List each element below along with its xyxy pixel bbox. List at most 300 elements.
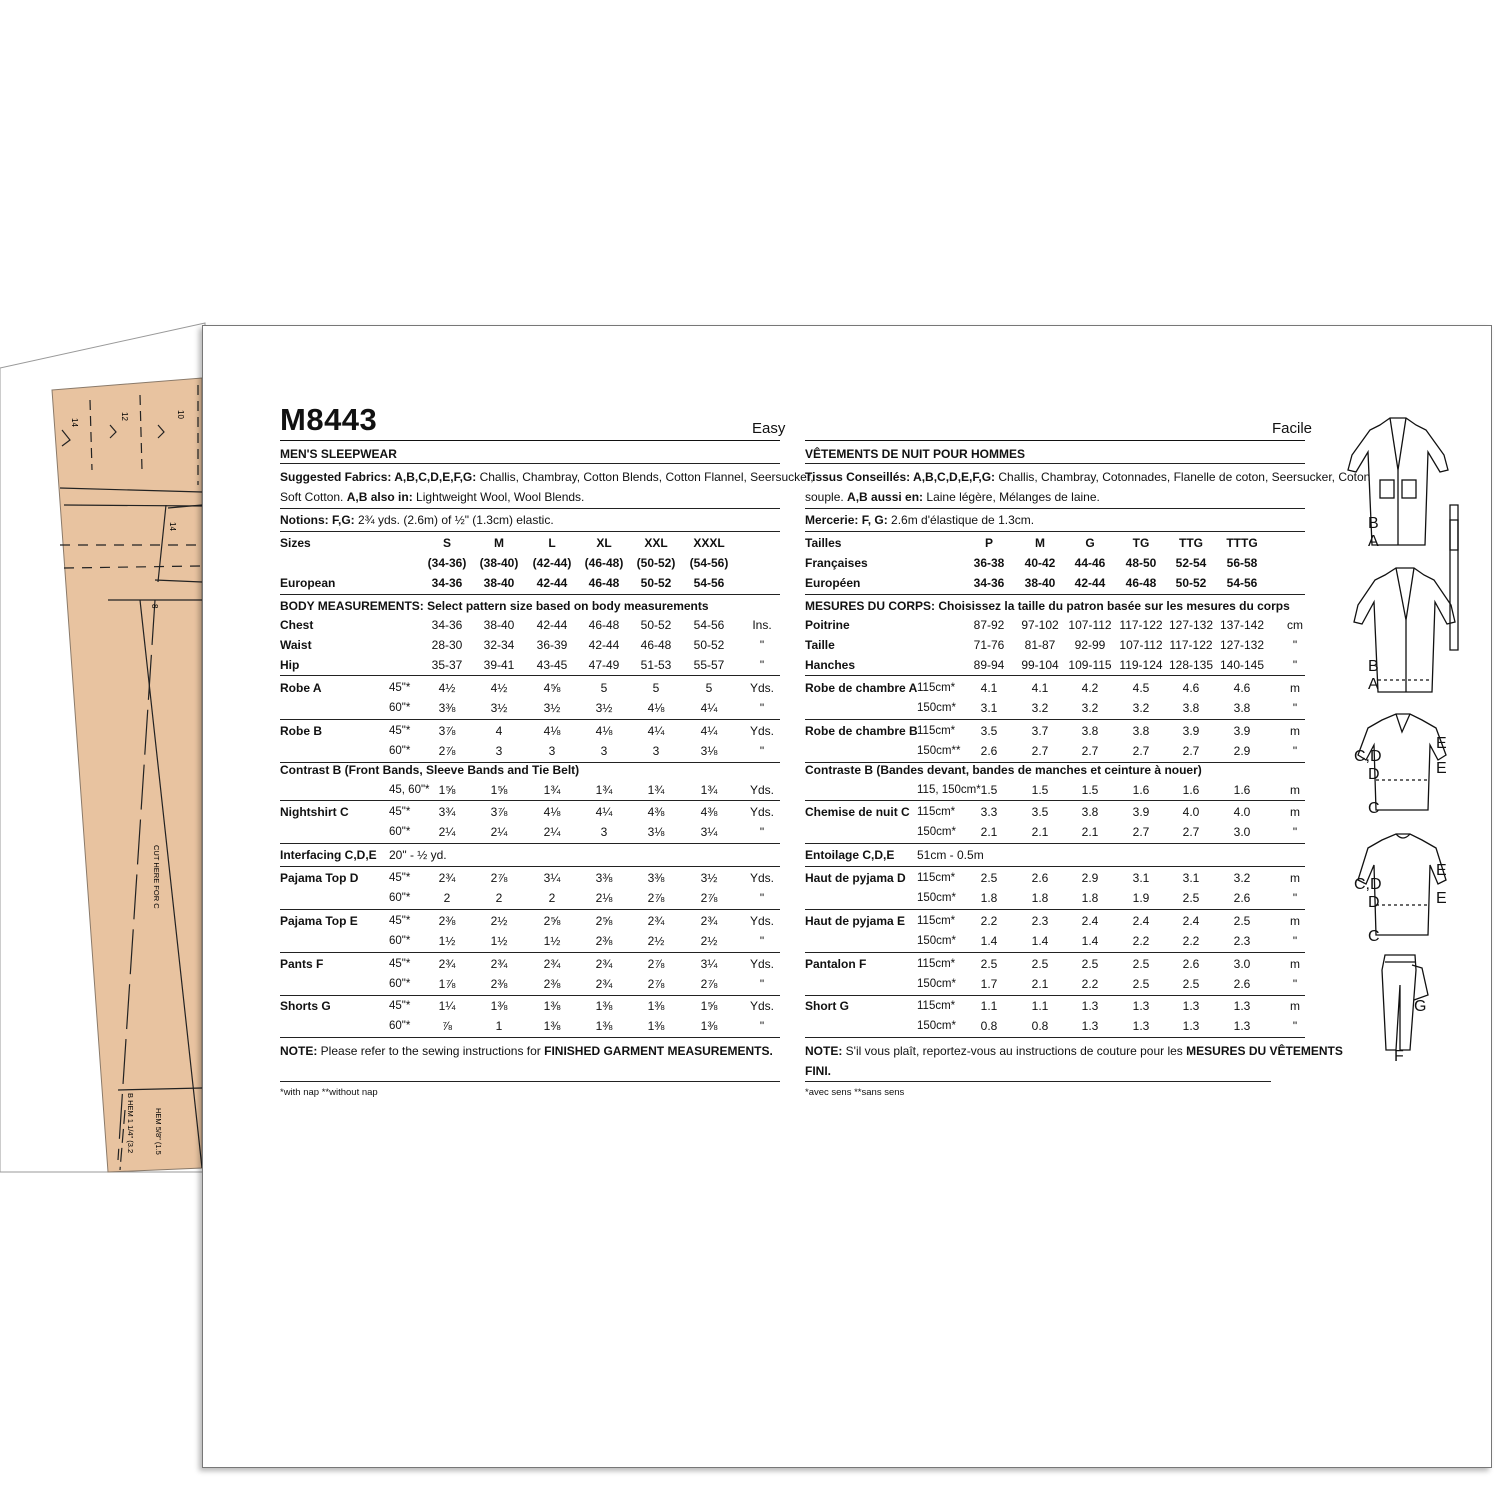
yardage-value: 1.3 bbox=[1081, 999, 1099, 1013]
sketch-label: D bbox=[1368, 894, 1380, 911]
yardage-value: 2⅜ bbox=[595, 934, 613, 948]
european-size: 54-56 bbox=[693, 576, 725, 590]
yardage-garment-label: Short G bbox=[805, 999, 849, 1013]
yardage-value: 4.6 bbox=[1182, 681, 1200, 695]
yardage-value: 2⅜ bbox=[490, 977, 508, 991]
tissue-b-hem-label: B HEM 1 1/4" (3.2 bbox=[126, 1093, 135, 1154]
unit-label: " bbox=[759, 658, 765, 672]
yardage-value: 2.2 bbox=[1132, 934, 1150, 948]
yardage-value: 1.4 bbox=[1081, 934, 1099, 948]
yardage-value: 3 bbox=[600, 744, 608, 758]
fabric-width: 150cm* bbox=[917, 826, 956, 838]
yardage-value: 1.8 bbox=[1081, 891, 1099, 905]
divider bbox=[805, 1037, 1305, 1038]
yardage-value: 1¾ bbox=[647, 783, 665, 797]
yardage-value: 1.1 bbox=[980, 999, 998, 1013]
sketch-label: E bbox=[1436, 735, 1447, 752]
body-measurement-value: 97-102 bbox=[1021, 618, 1059, 632]
yardage-value: 2⅞ bbox=[490, 871, 508, 885]
yardage-value: 4.6 bbox=[1233, 681, 1251, 695]
yardage-value: 3.8 bbox=[1182, 701, 1200, 715]
european-size: 42-44 bbox=[1074, 576, 1106, 590]
body-measurement-value: 51-53 bbox=[640, 658, 672, 672]
yardage-value: 2.5 bbox=[1132, 977, 1150, 991]
yardage-garment-label: Pantalon F bbox=[805, 957, 867, 971]
yardage-value: 2.4 bbox=[1182, 914, 1200, 928]
divider bbox=[280, 1081, 780, 1082]
yardage-value: 2¾ bbox=[647, 914, 665, 928]
body-measurement-value: 92-99 bbox=[1074, 638, 1106, 652]
unit-label: m bbox=[1290, 999, 1300, 1013]
yardage-value: 2.6 bbox=[1233, 977, 1251, 991]
divider bbox=[805, 508, 1305, 509]
fabrics-en-line2: Soft Cotton. A,B also in: Lightweight Wool, Wool Blends. bbox=[280, 490, 585, 504]
unit-label: " bbox=[1292, 977, 1298, 991]
yardage-value: 4¼ bbox=[700, 701, 718, 715]
yardage-value: 1⅞ bbox=[438, 977, 456, 991]
fabric-width: 45"* bbox=[389, 682, 411, 694]
body-measurement-value: 36-39 bbox=[536, 638, 568, 652]
yardage-value: 1.4 bbox=[980, 934, 998, 948]
yardage-value: 1¾ bbox=[595, 783, 613, 797]
body-measurement-value: 140-145 bbox=[1219, 658, 1265, 672]
yardage-value: 3⅞ bbox=[438, 724, 456, 738]
yardage-value: 3⅜ bbox=[647, 871, 665, 885]
yardage-value: 3.9 bbox=[1182, 724, 1200, 738]
body-measurement-label: Chest bbox=[280, 618, 314, 632]
body-measurement-value: 55-57 bbox=[693, 658, 725, 672]
yardage-value: 3⅜ bbox=[595, 871, 613, 885]
yardage-value: 2.6 bbox=[1031, 871, 1049, 885]
yardage-value: 2.7 bbox=[1132, 825, 1150, 839]
yardage-value: 2.1 bbox=[1031, 977, 1049, 991]
unit-label: " bbox=[759, 638, 765, 652]
yardage-value: 3⅛ bbox=[647, 825, 665, 839]
yardage-value: 2.5 bbox=[1233, 914, 1251, 928]
yardage-value: 1.3 bbox=[1132, 1019, 1150, 1033]
yardage-value: 3.5 bbox=[980, 724, 998, 738]
yardage-value: 1¼ bbox=[438, 999, 456, 1013]
sizes-label-fr-2: Françaises bbox=[805, 556, 868, 570]
european-size: 50-52 bbox=[640, 576, 672, 590]
fabric-width: 60"* bbox=[389, 935, 411, 947]
unit-label: m bbox=[1290, 914, 1300, 928]
unit-label: " bbox=[759, 701, 765, 715]
body-measurement-label: Waist bbox=[280, 638, 312, 652]
size-range: (42-44) bbox=[532, 556, 572, 570]
sketch-label: G bbox=[1414, 998, 1427, 1015]
yardage-value: 4.1 bbox=[980, 681, 998, 695]
yardage-garment-label: Pants F bbox=[280, 957, 324, 971]
body-measurement-value: 28-30 bbox=[431, 638, 463, 652]
fabrics-fr-line2: souple. A,B aussi en: Laine légère, Mélanges de laine. bbox=[805, 490, 1100, 504]
yardage-value: 1.4 bbox=[1031, 934, 1049, 948]
yardage-value: 1½ bbox=[543, 934, 561, 948]
body-measurement-value: 39-41 bbox=[483, 658, 515, 672]
sketch-label: E bbox=[1436, 890, 1447, 907]
yardage-value: 2.7 bbox=[1081, 744, 1099, 758]
body-measurement-value: 34-36 bbox=[431, 618, 463, 632]
unit-label: " bbox=[759, 744, 765, 758]
body-measurement-value: 119-124 bbox=[1119, 658, 1163, 672]
yardage-value: 1.1 bbox=[1031, 999, 1049, 1013]
body-measurement-label: Taille bbox=[805, 638, 835, 652]
fabric-width: 45"* bbox=[389, 1000, 411, 1012]
yardage-value: 4.0 bbox=[1233, 805, 1251, 819]
yardage-value: 4¼ bbox=[647, 724, 665, 738]
body-measurement-value: 81-87 bbox=[1024, 638, 1056, 652]
yardage-value: 2.2 bbox=[1182, 934, 1200, 948]
yardage-value: 3¾ bbox=[438, 805, 456, 819]
divider bbox=[280, 1037, 780, 1038]
yardage-value: 2.4 bbox=[1081, 914, 1099, 928]
yardage-value: 2.1 bbox=[980, 825, 998, 839]
divider bbox=[805, 594, 1305, 595]
yardage-value: 3.9 bbox=[1132, 805, 1150, 819]
size-range: 56-58 bbox=[1226, 556, 1258, 570]
fabric-width: 150cm** bbox=[917, 745, 961, 757]
unit-label: " bbox=[1292, 658, 1298, 672]
body-measurement-value: 47-49 bbox=[588, 658, 620, 672]
divider bbox=[280, 508, 780, 509]
sketch-label: F bbox=[1394, 1048, 1404, 1065]
yardage-value: 3⅜ bbox=[438, 701, 456, 715]
unit-label: Yds. bbox=[749, 783, 774, 797]
yardage-value: 3.5 bbox=[1031, 805, 1049, 819]
body-measurement-value: 127-132 bbox=[1168, 618, 1214, 632]
yardage-value: 3.2 bbox=[1081, 701, 1099, 715]
yardage-value: 2.5 bbox=[1182, 977, 1200, 991]
size-range: (46-48) bbox=[584, 556, 624, 570]
tissue-label-12: 12 bbox=[120, 412, 129, 421]
yardage-value: 1.3 bbox=[1182, 1019, 1200, 1033]
body-measurement-value: 54-56 bbox=[693, 618, 725, 632]
fabric-width: 60"* bbox=[389, 826, 411, 838]
difficulty-en: Easy bbox=[752, 420, 786, 437]
yardage-value: 3 bbox=[600, 825, 608, 839]
yardage-garment-label: Shorts G bbox=[280, 999, 331, 1013]
yardage-value: 3½ bbox=[543, 701, 561, 715]
yardage-value: 2.7 bbox=[1031, 744, 1049, 758]
size-range: 40-42 bbox=[1024, 556, 1056, 570]
yardage-garment-label: Pajama Top D bbox=[280, 871, 359, 885]
yardage-value: 1½ bbox=[490, 934, 508, 948]
tissue-hem-label: HEM 5/8" (1.5 bbox=[154, 1108, 163, 1155]
interfacing-value: 51cm - 0.5m bbox=[917, 848, 984, 862]
unit-label: " bbox=[1292, 744, 1298, 758]
yardage-value: 3.1 bbox=[980, 701, 998, 715]
unit-label: cm bbox=[1287, 618, 1303, 632]
yardage-value: 4 bbox=[495, 724, 503, 738]
yardage-value: 1⅜ bbox=[647, 1019, 665, 1033]
body-measurement-label: Hanches bbox=[805, 658, 856, 672]
yardage-value: 3.9 bbox=[1233, 724, 1251, 738]
note-fr: NOTE: S'il vous plaît, reportez-vous au instructions de couture pour les MESURES DU VÊTEMENTS bbox=[805, 1044, 1343, 1058]
divider bbox=[280, 440, 780, 441]
yardage-value: 3.1 bbox=[1182, 871, 1200, 885]
yardage-value: 3 bbox=[548, 744, 556, 758]
size-range: (34-36) bbox=[427, 556, 467, 570]
divider bbox=[805, 1081, 1271, 1082]
unit-label: Yds. bbox=[749, 871, 774, 885]
yardage-value: 2.9 bbox=[1233, 744, 1251, 758]
european-size: 38-40 bbox=[1024, 576, 1056, 590]
yardage-value: 3½ bbox=[700, 871, 718, 885]
unit-label: " bbox=[1292, 891, 1298, 905]
european-label-fr: Européen bbox=[805, 576, 861, 590]
yardage-value: 1.6 bbox=[1182, 783, 1200, 797]
yardage-value: 1.5 bbox=[980, 783, 998, 797]
yardage-value: 2¼ bbox=[490, 825, 508, 839]
yardage-value: 2 bbox=[443, 891, 451, 905]
body-measurement-value: 117-122 bbox=[1169, 638, 1213, 652]
yardage-value: 2.4 bbox=[1132, 914, 1150, 928]
divider bbox=[805, 843, 1305, 844]
yardage-value: 1⅝ bbox=[490, 783, 508, 797]
sketch-label: C bbox=[1368, 800, 1380, 817]
european-size: 50-52 bbox=[1175, 576, 1207, 590]
european-size: 38-40 bbox=[483, 576, 515, 590]
yardage-garment-label: Robe de chambre A bbox=[805, 681, 918, 695]
footnote-fr: *avec sens **sans sens bbox=[805, 1087, 905, 1098]
tissue-cut-here-label: CUT HERE FOR C bbox=[152, 845, 161, 909]
fabric-width: 45"* bbox=[389, 872, 411, 884]
european-size: 46-48 bbox=[1125, 576, 1157, 590]
fabric-width: 45"* bbox=[389, 958, 411, 970]
unit-label: " bbox=[759, 934, 765, 948]
body-measurement-value: 35-37 bbox=[431, 658, 463, 672]
fabric-width: 60"* bbox=[389, 892, 411, 904]
yardage-value: 2⅞ bbox=[647, 891, 665, 905]
yardage-value: 1⅜ bbox=[490, 999, 508, 1013]
divider bbox=[805, 463, 1305, 464]
body-measurement-value: 38-40 bbox=[483, 618, 515, 632]
difficulty-fr: Facile bbox=[1272, 420, 1313, 437]
body-measurement-value: 99-104 bbox=[1021, 658, 1059, 672]
yardage-value: 2.6 bbox=[1233, 891, 1251, 905]
yardage-value: 2.5 bbox=[1031, 957, 1049, 971]
yardage-value: 2⅞ bbox=[700, 977, 718, 991]
yardage-value: 3.8 bbox=[1081, 805, 1099, 819]
tissue-label-10: 10 bbox=[176, 410, 185, 419]
body-measurement-value: 50-52 bbox=[693, 638, 725, 652]
yardage-value: 2⅞ bbox=[700, 891, 718, 905]
size-range: (54-56) bbox=[689, 556, 729, 570]
yardage-value: 2¾ bbox=[490, 957, 508, 971]
yardage-garment-label: Haut de pyjama D bbox=[805, 871, 906, 885]
yardage-value: 2¾ bbox=[438, 871, 456, 885]
contrast-heading: Contraste B (Bandes devant, bandes de manches et ceinture à nouer) bbox=[805, 763, 1202, 777]
yardage-value: 4.0 bbox=[1182, 805, 1200, 819]
sketch-label: E bbox=[1436, 862, 1447, 879]
fabric-width: 150cm* bbox=[917, 892, 956, 904]
unit-label: Ins. bbox=[752, 618, 772, 632]
yardage-value: 4⅛ bbox=[543, 805, 561, 819]
yardage-value: 4.1 bbox=[1031, 681, 1049, 695]
yardage-value: 3.0 bbox=[1233, 957, 1251, 971]
body-measurement-value: 137-142 bbox=[1219, 618, 1265, 632]
body-measurement-value: 89-94 bbox=[973, 658, 1005, 672]
european-size: 34-36 bbox=[973, 576, 1005, 590]
size-label: XXL bbox=[644, 536, 668, 550]
body-measurement-value: 43-45 bbox=[536, 658, 568, 672]
yardage-value: 2⅝ bbox=[595, 914, 613, 928]
yardage-value: 1⅜ bbox=[647, 999, 665, 1013]
unit-label: " bbox=[1292, 638, 1298, 652]
yardage-value: 2 bbox=[548, 891, 556, 905]
yardage-value: 1.8 bbox=[1031, 891, 1049, 905]
divider bbox=[805, 952, 1305, 953]
sketch-label: E bbox=[1436, 760, 1447, 777]
yardage-value: 1.8 bbox=[980, 891, 998, 905]
yardage-value: 2.5 bbox=[1132, 957, 1150, 971]
fabric-width: 115cm* bbox=[917, 725, 956, 737]
yardage-value: 1¾ bbox=[700, 783, 718, 797]
yardage-value: 3 bbox=[652, 744, 660, 758]
size-range: 44-46 bbox=[1074, 556, 1106, 570]
body-measurement-value: 42-44 bbox=[536, 618, 568, 632]
unit-label: " bbox=[759, 1019, 765, 1033]
fabric-width: 45"* bbox=[389, 806, 411, 818]
yardage-value: 4.2 bbox=[1081, 681, 1099, 695]
yardage-garment-label: Nightshirt C bbox=[280, 805, 349, 819]
yardage-value: 1⅜ bbox=[700, 1019, 718, 1033]
unit-label: " bbox=[1292, 934, 1298, 948]
size-label: M bbox=[494, 536, 504, 550]
yardage-value: 1.9 bbox=[1132, 891, 1150, 905]
body-measurement-value: 46-48 bbox=[640, 638, 672, 652]
interfacing-value: 20" - ½ yd. bbox=[389, 848, 447, 862]
yardage-garment-label: Robe de chambre B bbox=[805, 724, 918, 738]
fabric-width: 45, 60"* bbox=[389, 784, 430, 796]
european-size: 34-36 bbox=[431, 576, 463, 590]
yardage-value: 2 bbox=[495, 891, 503, 905]
body-measurement-value: 107-112 bbox=[1119, 638, 1163, 652]
divider bbox=[280, 866, 780, 867]
divider bbox=[280, 463, 780, 464]
fabric-width: 45"* bbox=[389, 725, 411, 737]
yardage-value: 2.9 bbox=[1081, 871, 1099, 885]
yardage-value: 2⅞ bbox=[647, 977, 665, 991]
yardage-value: 1⅜ bbox=[595, 1019, 613, 1033]
yardage-value: 1⅝ bbox=[438, 783, 456, 797]
yardage-value: 3.8 bbox=[1081, 724, 1099, 738]
size-label: TTTG bbox=[1226, 536, 1258, 550]
body-measurement-value: 42-44 bbox=[588, 638, 620, 652]
yardage-value: 1.5 bbox=[1031, 783, 1049, 797]
yardage-value: 4⅜ bbox=[647, 805, 665, 819]
body-measurement-value: 32-34 bbox=[483, 638, 515, 652]
size-label: TG bbox=[1132, 536, 1150, 550]
yardage-value: 4⅝ bbox=[543, 681, 561, 695]
yardage-value: 4½ bbox=[490, 681, 508, 695]
interfacing-label: Entoilage C,D,E bbox=[805, 848, 895, 862]
sketch-label: C,D bbox=[1354, 876, 1382, 893]
unit-label: m bbox=[1290, 957, 1300, 971]
yardage-value: 4⅜ bbox=[700, 805, 718, 819]
divider bbox=[280, 843, 780, 844]
yardage-garment-label: Robe B bbox=[280, 724, 322, 738]
yardage-value: 3.8 bbox=[1132, 724, 1150, 738]
title-en: MEN'S SLEEPWEAR bbox=[280, 447, 397, 461]
unit-label: m bbox=[1290, 871, 1300, 885]
yardage-value: 2.3 bbox=[1233, 934, 1251, 948]
yardage-value: 2.1 bbox=[1081, 825, 1099, 839]
yardage-garment-label: Pajama Top E bbox=[280, 914, 358, 928]
fabric-width: 115cm* bbox=[917, 1000, 956, 1012]
yardage-value: 2⅞ bbox=[647, 957, 665, 971]
yardage-value: 2.2 bbox=[1081, 977, 1099, 991]
yardage-value: 2⅞ bbox=[438, 744, 456, 758]
yardage-value: 2.5 bbox=[980, 957, 998, 971]
unit-label: Yds. bbox=[749, 999, 774, 1013]
yardage-value: 2¼ bbox=[438, 825, 456, 839]
yardage-value: 1.3 bbox=[1233, 999, 1251, 1013]
yardage-value: 2.2 bbox=[980, 914, 998, 928]
unit-label: " bbox=[759, 891, 765, 905]
divider bbox=[805, 909, 1305, 910]
note-fr-line2: FINI. bbox=[805, 1064, 831, 1078]
fabric-width: 60"* bbox=[389, 1020, 411, 1032]
yardage-value: 5 bbox=[705, 681, 713, 695]
yardage-value: 3.8 bbox=[1233, 701, 1251, 715]
yardage-value: 4⅛ bbox=[647, 701, 665, 715]
size-range: 36-38 bbox=[973, 556, 1005, 570]
divider bbox=[280, 531, 780, 532]
divider bbox=[805, 440, 1305, 441]
size-label: XL bbox=[596, 536, 612, 550]
yardage-value: 3½ bbox=[595, 701, 613, 715]
yardage-value: 3.1 bbox=[1132, 871, 1150, 885]
yardage-value: 3¼ bbox=[700, 825, 718, 839]
yardage-value: 1.3 bbox=[1233, 1019, 1251, 1033]
sizes-label-en: Sizes bbox=[280, 536, 311, 550]
unit-label: " bbox=[1292, 1019, 1298, 1033]
divider bbox=[280, 909, 780, 910]
tissue-label-14a: 14 bbox=[70, 418, 79, 427]
yardage-value: 4½ bbox=[438, 681, 456, 695]
yardage-value: 4.5 bbox=[1132, 681, 1150, 695]
fabric-width: 115cm* bbox=[917, 682, 956, 694]
yardage-value: 1½ bbox=[438, 934, 456, 948]
yardage-value: 3.7 bbox=[1031, 724, 1049, 738]
divider bbox=[280, 594, 780, 595]
yardage-value: 3 bbox=[495, 744, 503, 758]
unit-label: m bbox=[1290, 724, 1300, 738]
body-measurement-value: 87-92 bbox=[973, 618, 1005, 632]
yardage-value: 2¾ bbox=[595, 957, 613, 971]
yardage-value: 0.8 bbox=[980, 1019, 998, 1033]
body-measurement-value: 107-112 bbox=[1068, 618, 1112, 632]
yardage-value: 3.2 bbox=[1031, 701, 1049, 715]
yardage-value: 1.3 bbox=[1132, 999, 1150, 1013]
yardage-value: 3¼ bbox=[543, 871, 561, 885]
yardage-value: 4⅛ bbox=[595, 724, 613, 738]
yardage-value: 2.7 bbox=[1182, 744, 1200, 758]
european-size: 46-48 bbox=[588, 576, 620, 590]
yardage-value: 2⅝ bbox=[543, 914, 561, 928]
unit-label: Yds. bbox=[749, 957, 774, 971]
yardage-value: 1¾ bbox=[543, 783, 561, 797]
fabric-width: 115cm* bbox=[917, 915, 956, 927]
body-measurement-value: 117-122 bbox=[1119, 618, 1163, 632]
yardage-value: 2⅛ bbox=[595, 891, 613, 905]
contrast-heading: Contrast B (Front Bands, Sleeve Bands and Tie Belt) bbox=[280, 763, 580, 777]
unit-label: " bbox=[1292, 701, 1298, 715]
fabric-width: 45"* bbox=[389, 915, 411, 927]
interfacing-label: Interfacing C,D,E bbox=[280, 848, 377, 862]
robe-a-sketch bbox=[1348, 418, 1458, 550]
